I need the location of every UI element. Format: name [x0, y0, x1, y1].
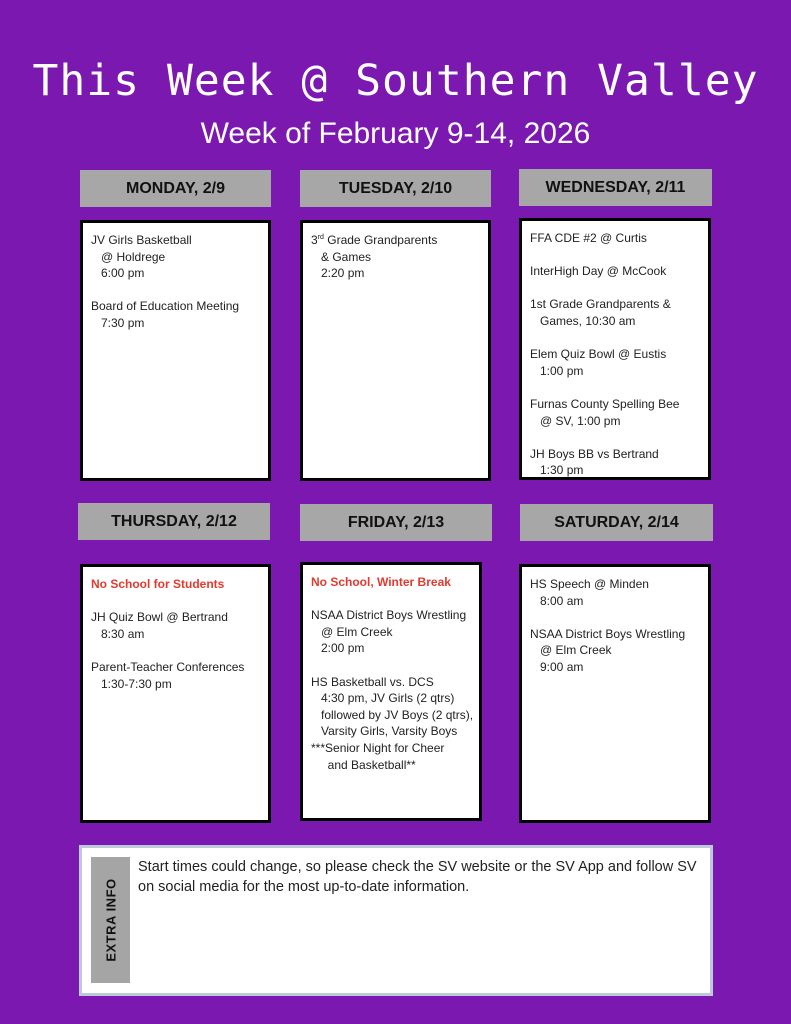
no-school-notice: No School, Winter Break [311, 575, 451, 589]
day-header-monday: MONDAY, 2/9 [80, 170, 271, 207]
event-item: NSAA District Boys Wrestling @ Elm Creek 9:00 am [530, 626, 686, 674]
day-box-tuesday [300, 220, 491, 481]
day-header-tuesday: TUESDAY, 2/10 [300, 170, 491, 207]
event-item: 1st Grade Grandparents & Games, 10:30 am [530, 297, 671, 328]
event-item: Board of Education Meeting 7:30 pm [91, 299, 240, 330]
day-header-friday: FRIDAY, 2/13 [300, 504, 492, 541]
day-header-wednesday: WEDNESDAY, 2/11 [519, 169, 712, 206]
event-item: Elem Quiz Bowl @ Eustis 1:00 pm [530, 347, 667, 378]
page-title: This Week @ Southern Valley [32, 56, 759, 106]
day-header-thursday: THURSDAY, 2/12 [78, 503, 270, 540]
day-box-monday [80, 220, 271, 481]
event-item: JH Quiz Bowl @ Bertrand 8:30 am [91, 610, 228, 641]
event-item: JV Girls Basketball @ Holdrege 6:00 pm [91, 233, 192, 281]
extra-info-text: Start times could change, so please check the SV website or the SV App and follow SV on social media for the most up-to-date information. [138, 859, 697, 895]
event-text: Grade Grandparents & Games 2:20 pm [321, 233, 438, 281]
event-item: NSAA District Boys Wrestling @ Elm Creek 2:00 pm [311, 608, 467, 656]
extra-info-label: EXTRA INFO [103, 878, 118, 962]
event-ordinal-suffix: rd [317, 234, 324, 241]
extra-info-tab [91, 857, 130, 983]
day-box-saturday [519, 564, 711, 823]
event-item: Furnas County Spelling Bee @ SV, 1:00 pm [530, 396, 680, 428]
event-item: HS Speech @ Minden 8:00 am [530, 577, 649, 608]
event-item: InterHigh Day @ McCook [530, 264, 667, 279]
page-subtitle: Week of February 9-14, 2026 [200, 117, 591, 150]
event-item: JH Boys BB vs Bertrand 1:30 pm [530, 446, 659, 478]
event-item: HS Basketball vs. DCS 4:30 pm, JV Girls (2 qtrs) followed by JV Boys (2 qtrs), Varsity Girls, Varsity Boys ***Senior Night for Cheer and Basketball** [311, 674, 474, 772]
day-header-saturday: SATURDAY, 2/14 [520, 504, 713, 541]
event-ordinal: 3 [311, 233, 318, 247]
no-school-notice: No School for Students [91, 577, 225, 591]
event-item: Parent-Teacher Conferences 1:30-7:30 pm [91, 659, 245, 691]
day-box-thursday [80, 564, 271, 823]
event-item [311, 232, 480, 282]
day-box-wednesday [519, 218, 711, 480]
event-item: FFA CDE #2 @ Curtis [530, 231, 647, 245]
extra-info-box [79, 845, 713, 996]
day-box-friday [300, 562, 482, 821]
